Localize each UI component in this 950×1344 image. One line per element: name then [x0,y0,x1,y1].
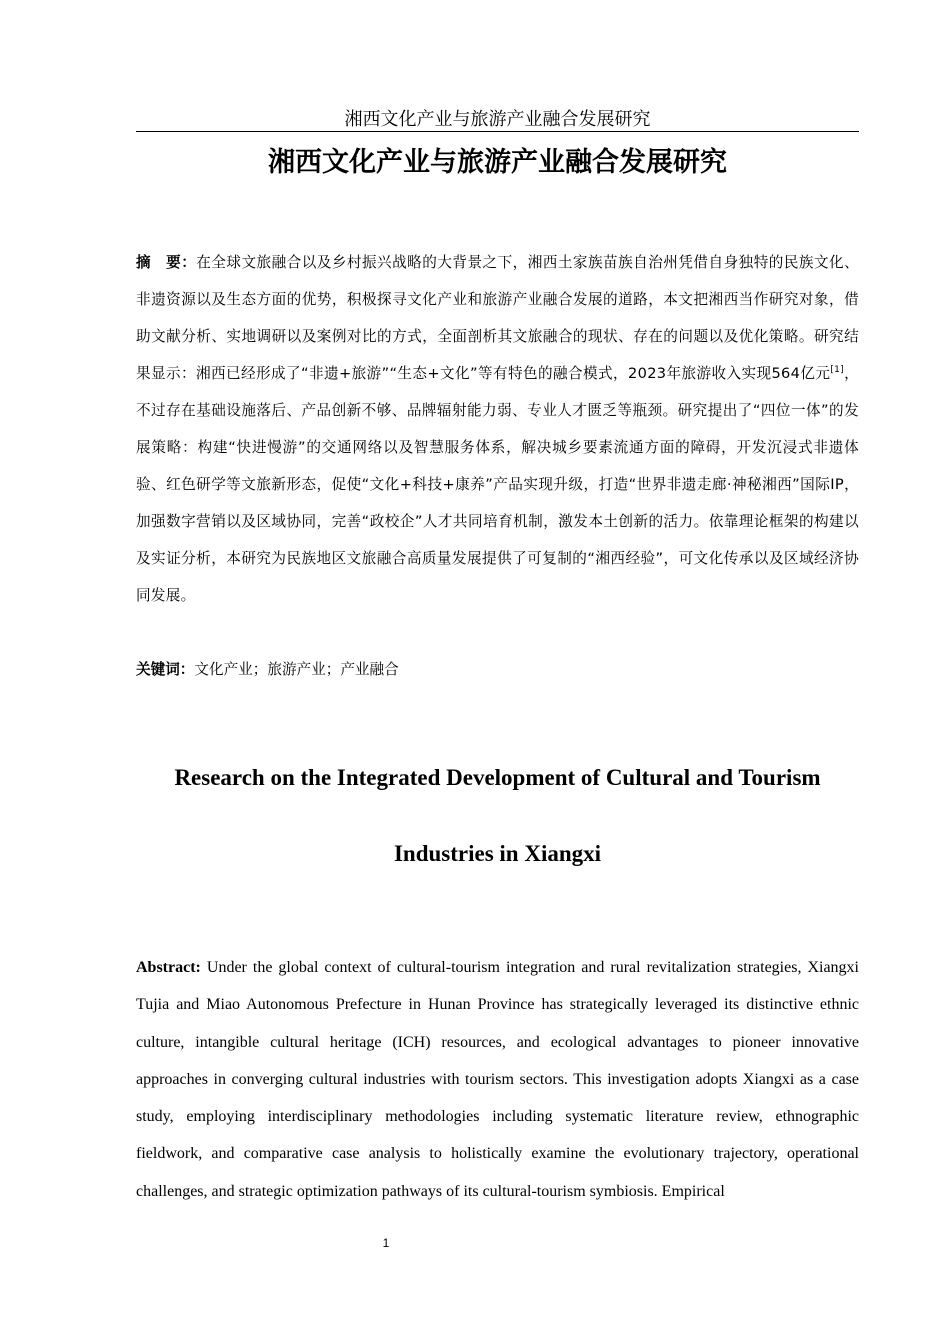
header-divider [136,131,859,132]
chinese-keywords-label: 关键词： [136,661,195,678]
english-title-line1: Research on the Integrated Development of Cultural and Tourism [174,765,821,790]
page-number: 1 [382,1236,390,1250]
chinese-keywords-text: 文化产业；旅游产业；产业融合 [194,661,399,678]
english-abstract-text: Under the global context of cultural-tourism integration and rural revitalization strategies, Xiangxi Tujia and Miao Autonomous Prefecture in Hunan Province has strategically leveraged its distinctive ethnic culture, intangible cultural heritage (ICH) resources, and ecological advantages to pioneer innovative approaches in converging cultural industries with tourism sectors. This investigation adopts Xiangxi as a case study, employing interdisciplinary methodologies including systematic literature review, ethnographic fieldwork, and comparative case analysis to holistically examine the evolutionary trajectory, operational challenges, and strategic optimization pathways of its cultural-tourism symbiosis. Empirical [136,959,859,1200]
citation-marker: [1] [830,365,844,376]
chinese-abstract-text-part1: 在全球文旅融合以及乡村振兴战略的大背景之下，湘西土家族苗族自治州凭借自身独特的民族文化、非遗资源以及生态方面的优势，积极探寻文化产业和旅游产业融合发展的道路，本文把湘西当作研究对象，借助文献分析、实地调研以及案例对比的方式，全面剖析其文旅融合的现状、存在的问题以及优化策略。研究结果显示：湘西已经形成了“非遗+旅游”“生态+文化”等有特色的融合模式，2023年旅游收入实现564亿元 [136,254,859,382]
chinese-abstract-label: 摘 要： [136,254,197,271]
chinese-title: 湘西文化产业与旅游产业融合发展研究 [268,147,727,178]
chinese-abstract [136,244,859,614]
running-header: 湘西文化产业与旅游产业融合发展研究 [344,109,651,130]
chinese-keywords [136,656,859,684]
chinese-abstract-text-part2: ，不过存在基础设施落后、产品创新不够、品牌辐射能力弱、专业人才匮乏等瓶颈。研究提出了“四位一体”的发展策略：构建“快进慢游”的交通网络以及智慧服务体系，解决城乡要素流通方面的障碍，开发沉浸式非遗体验、红色研学等文旅新形态，促使“文化+科技+康养”产品实现升级，打造“世界非遗走廊·神秘湘西”国际IP，加强数字营销以及区域协同，完善“政校企”人才共同培育机制，激发本土创新的活力。依靠理论框架的构建以及实证分析，本研究为民族地区文旅融合高质量发展提供了可复制的“湘西经验”，可文化传承以及区域经济协同发展。 [136,365,859,604]
english-abstract-label: Abstract: [136,959,201,976]
english-title-line2: Industries in Xiangxi [393,841,602,866]
english-abstract [136,949,859,1210]
